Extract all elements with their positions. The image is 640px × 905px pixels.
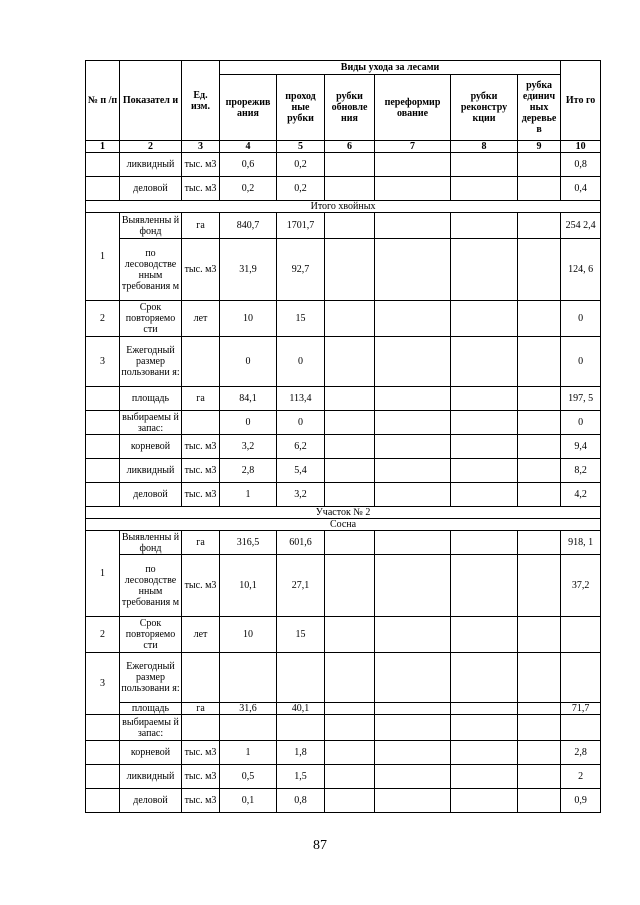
reconstruction-value — [451, 555, 518, 617]
unit-cell: га — [182, 387, 220, 411]
reconstruction-value — [451, 653, 518, 703]
unit-cell: тыс. м3 — [182, 483, 220, 507]
thinning-value: 10 — [220, 617, 277, 653]
thinning-value: 84,1 — [220, 387, 277, 411]
unit-cell: тыс. м3 — [182, 741, 220, 765]
unit-cell — [182, 411, 220, 435]
total-value: 0,9 — [561, 789, 601, 813]
single-tree-value — [518, 213, 561, 239]
reconstruction-value — [451, 239, 518, 301]
total-value: 0 — [561, 337, 601, 387]
total-value: 124, 6 — [561, 239, 601, 301]
passage-value: 1,5 — [277, 765, 325, 789]
row-number — [86, 715, 120, 741]
row-number — [86, 153, 120, 177]
passage-value: 40,1 — [277, 703, 325, 715]
unit-cell — [182, 337, 220, 387]
table-row — [86, 153, 601, 177]
single-tree-value — [518, 789, 561, 813]
header-number: 10 — [561, 141, 601, 153]
unit-cell: тыс. м3 — [182, 435, 220, 459]
table-row — [86, 301, 601, 337]
row-number — [86, 459, 120, 483]
unit-cell — [182, 653, 220, 703]
header-col-passage: проход ные рубки — [277, 75, 325, 141]
unit-cell: тыс. м3 — [182, 239, 220, 301]
table-row — [86, 387, 601, 411]
thinning-value: 31,6 — [220, 703, 277, 715]
header-col-reconstruction: рубки реконстру кции — [451, 75, 518, 141]
header-col-single-tree: рубка единич ных деревье в — [518, 75, 561, 141]
thinning-value: 0 — [220, 411, 277, 435]
renewal-value — [325, 387, 375, 411]
reconstruction-value — [451, 411, 518, 435]
passage-value: 3,2 — [277, 483, 325, 507]
single-tree-value — [518, 741, 561, 765]
unit-cell: тыс. м3 — [182, 555, 220, 617]
section-title: Сосна — [86, 519, 601, 531]
total-value: 9,4 — [561, 435, 601, 459]
row-number: 3 — [86, 337, 120, 387]
renewal-value — [325, 531, 375, 555]
reconstruction-value — [451, 387, 518, 411]
single-tree-value — [518, 617, 561, 653]
passage-value — [277, 715, 325, 741]
passage-value: 0 — [277, 337, 325, 387]
indicator-cell: корневой — [120, 741, 182, 765]
indicator-cell: площадь — [120, 703, 182, 715]
single-tree-value — [518, 337, 561, 387]
single-tree-value — [518, 459, 561, 483]
unit-cell: тыс. м3 — [182, 789, 220, 813]
passage-value: 0 — [277, 411, 325, 435]
row-number — [86, 435, 120, 459]
unit-cell: лет — [182, 301, 220, 337]
reconstruction-value — [451, 435, 518, 459]
indicator-cell: Выявленны й фонд — [120, 531, 182, 555]
renewal-value — [325, 411, 375, 435]
table-row — [86, 435, 601, 459]
renewal-value — [325, 715, 375, 741]
header-col-thinning: прорежив ания — [220, 75, 277, 141]
passage-value: 15 — [277, 617, 325, 653]
single-tree-value — [518, 715, 561, 741]
unit-cell — [182, 715, 220, 741]
indicator-cell: ликвидный — [120, 765, 182, 789]
reformation-value — [375, 617, 451, 653]
table-row — [86, 703, 601, 715]
passage-value — [277, 653, 325, 703]
header-number: 6 — [325, 141, 375, 153]
passage-value: 27,1 — [277, 555, 325, 617]
reformation-value — [375, 411, 451, 435]
single-tree-value — [518, 301, 561, 337]
indicator-cell: корневой — [120, 435, 182, 459]
header-title: Виды ухода за лесами — [220, 61, 561, 75]
single-tree-value — [518, 703, 561, 715]
header-col-renewal: рубки обновле ния — [325, 75, 375, 141]
total-value: 4,2 — [561, 483, 601, 507]
single-tree-value — [518, 555, 561, 617]
header-number: 5 — [277, 141, 325, 153]
total-value: 197, 5 — [561, 387, 601, 411]
reformation-value — [375, 555, 451, 617]
renewal-value — [325, 153, 375, 177]
renewal-value — [325, 483, 375, 507]
passage-value: 5,4 — [277, 459, 325, 483]
renewal-value — [325, 337, 375, 387]
section-title: Участок № 2 — [86, 507, 601, 519]
reconstruction-value — [451, 153, 518, 177]
thinning-value: 0,5 — [220, 765, 277, 789]
table-row — [86, 239, 601, 301]
row-number — [86, 177, 120, 201]
indicator-cell: ликвидный — [120, 153, 182, 177]
total-value: 918, 1 — [561, 531, 601, 555]
reformation-value — [375, 653, 451, 703]
header-number: 1 — [86, 141, 120, 153]
reconstruction-value — [451, 617, 518, 653]
table-row — [86, 531, 601, 555]
indicator-cell: площадь — [120, 387, 182, 411]
total-value: 0,4 — [561, 177, 601, 201]
reformation-value — [375, 301, 451, 337]
row-number: 2 — [86, 617, 120, 653]
thinning-value: 1 — [220, 483, 277, 507]
single-tree-value — [518, 531, 561, 555]
row-number: 3 — [86, 653, 120, 715]
reformation-value — [375, 435, 451, 459]
total-value: 0 — [561, 411, 601, 435]
thinning-value: 0 — [220, 337, 277, 387]
indicator-cell: Ежегодный размер пользовани я: — [120, 653, 182, 703]
header-col-reformation: переформир ование — [375, 75, 451, 141]
reformation-value — [375, 239, 451, 301]
thinning-value: 0,6 — [220, 153, 277, 177]
total-value: 8,2 — [561, 459, 601, 483]
row-number: 2 — [86, 301, 120, 337]
row-number: 1 — [86, 213, 120, 301]
thinning-value — [220, 715, 277, 741]
table-row — [86, 411, 601, 435]
indicator-cell: Срок повторяемо сти — [120, 301, 182, 337]
single-tree-value — [518, 765, 561, 789]
renewal-value — [325, 459, 375, 483]
unit-cell: га — [182, 531, 220, 555]
reconstruction-value — [451, 531, 518, 555]
single-tree-value — [518, 411, 561, 435]
passage-value: 113,4 — [277, 387, 325, 411]
reformation-value — [375, 387, 451, 411]
total-value — [561, 617, 601, 653]
indicator-cell: ликвидный — [120, 459, 182, 483]
row-number — [86, 741, 120, 765]
indicator-cell: по лесоводстве нным требования м — [120, 555, 182, 617]
single-tree-value — [518, 483, 561, 507]
single-tree-value — [518, 239, 561, 301]
reformation-value — [375, 789, 451, 813]
reformation-value — [375, 459, 451, 483]
header-number: 9 — [518, 141, 561, 153]
total-value: 37,2 — [561, 555, 601, 617]
reconstruction-value — [451, 741, 518, 765]
unit-cell: лет — [182, 617, 220, 653]
reformation-value — [375, 703, 451, 715]
renewal-value — [325, 617, 375, 653]
header-col-num: № п /п — [86, 61, 120, 141]
reformation-value — [375, 715, 451, 741]
header-col-total: Ито го — [561, 61, 601, 141]
thinning-value: 316,5 — [220, 531, 277, 555]
thinning-value — [220, 653, 277, 703]
reconstruction-value — [451, 301, 518, 337]
reformation-value — [375, 177, 451, 201]
indicator-cell: деловой — [120, 789, 182, 813]
single-tree-value — [518, 653, 561, 703]
row-number — [86, 789, 120, 813]
passage-value: 0,2 — [277, 177, 325, 201]
table-row — [86, 459, 601, 483]
thinning-value: 840,7 — [220, 213, 277, 239]
passage-value: 1701,7 — [277, 213, 325, 239]
reconstruction-value — [451, 177, 518, 201]
header-col-indicator: Показател и — [120, 61, 182, 141]
row-number — [86, 483, 120, 507]
indicator-cell: выбираемы й запас: — [120, 411, 182, 435]
reconstruction-value — [451, 483, 518, 507]
total-value — [561, 653, 601, 703]
passage-value: 601,6 — [277, 531, 325, 555]
thinning-value: 3,2 — [220, 435, 277, 459]
renewal-value — [325, 213, 375, 239]
indicator-cell: деловой — [120, 177, 182, 201]
unit-cell: тыс. м3 — [182, 765, 220, 789]
table-row — [86, 789, 601, 813]
thinning-value: 31,9 — [220, 239, 277, 301]
reconstruction-value — [451, 715, 518, 741]
reformation-value — [375, 483, 451, 507]
header-number: 2 — [120, 141, 182, 153]
section-title: Итого хвойных — [86, 201, 601, 213]
indicator-cell: Срок повторяемо сти — [120, 617, 182, 653]
table-row — [86, 741, 601, 765]
row-number: 1 — [86, 531, 120, 617]
indicator-cell: Выявленны й фонд — [120, 213, 182, 239]
reconstruction-value — [451, 213, 518, 239]
reformation-value — [375, 741, 451, 765]
indicator-cell: по лесоводстве нным требования м — [120, 239, 182, 301]
renewal-value — [325, 703, 375, 715]
renewal-value — [325, 789, 375, 813]
renewal-value — [325, 435, 375, 459]
table-row — [86, 177, 601, 201]
total-value: 0,8 — [561, 153, 601, 177]
indicator-cell: деловой — [120, 483, 182, 507]
page-number: 87 — [313, 838, 327, 853]
single-tree-value — [518, 435, 561, 459]
reformation-value — [375, 765, 451, 789]
renewal-value — [325, 653, 375, 703]
thinning-value: 1 — [220, 741, 277, 765]
indicator-cell: выбираемы й запас: — [120, 715, 182, 741]
table-row — [86, 483, 601, 507]
renewal-value — [325, 239, 375, 301]
unit-cell: тыс. м3 — [182, 459, 220, 483]
passage-value: 6,2 — [277, 435, 325, 459]
renewal-value — [325, 177, 375, 201]
header-number: 8 — [451, 141, 518, 153]
single-tree-value — [518, 387, 561, 411]
reformation-value — [375, 531, 451, 555]
total-value: 254 2,4 — [561, 213, 601, 239]
total-value — [561, 715, 601, 741]
thinning-value: 2,8 — [220, 459, 277, 483]
thinning-value: 10,1 — [220, 555, 277, 617]
reconstruction-value — [451, 459, 518, 483]
total-value: 2 — [561, 765, 601, 789]
renewal-value — [325, 741, 375, 765]
reconstruction-value — [451, 765, 518, 789]
forest-care-table — [85, 60, 601, 813]
row-number — [86, 387, 120, 411]
renewal-value — [325, 555, 375, 617]
renewal-value — [325, 301, 375, 337]
thinning-value: 0,2 — [220, 177, 277, 201]
header-col-unit: Ед. изм. — [182, 61, 220, 141]
reconstruction-value — [451, 337, 518, 387]
header-number: 7 — [375, 141, 451, 153]
unit-cell: га — [182, 213, 220, 239]
single-tree-value — [518, 153, 561, 177]
reformation-value — [375, 153, 451, 177]
unit-cell: га — [182, 703, 220, 715]
indicator-cell: Ежегодный размер пользовани я: — [120, 337, 182, 387]
passage-value: 1,8 — [277, 741, 325, 765]
header-number: 4 — [220, 141, 277, 153]
reformation-value — [375, 213, 451, 239]
table-row — [86, 337, 601, 387]
unit-cell: тыс. м3 — [182, 153, 220, 177]
total-value: 2,8 — [561, 741, 601, 765]
renewal-value — [325, 765, 375, 789]
header-number: 3 — [182, 141, 220, 153]
reconstruction-value — [451, 703, 518, 715]
row-number — [86, 411, 120, 435]
table-row — [86, 715, 601, 741]
table-row — [86, 617, 601, 653]
table-row — [86, 653, 601, 703]
total-value: 0 — [561, 301, 601, 337]
reconstruction-value — [451, 789, 518, 813]
passage-value: 0,8 — [277, 789, 325, 813]
table-row — [86, 555, 601, 617]
passage-value: 15 — [277, 301, 325, 337]
row-number — [86, 765, 120, 789]
table-row — [86, 213, 601, 239]
table-row — [86, 765, 601, 789]
total-value: 71,7 — [561, 703, 601, 715]
unit-cell: тыс. м3 — [182, 177, 220, 201]
passage-value: 0,2 — [277, 153, 325, 177]
single-tree-value — [518, 177, 561, 201]
thinning-value: 0,1 — [220, 789, 277, 813]
thinning-value: 10 — [220, 301, 277, 337]
reformation-value — [375, 337, 451, 387]
passage-value: 92,7 — [277, 239, 325, 301]
